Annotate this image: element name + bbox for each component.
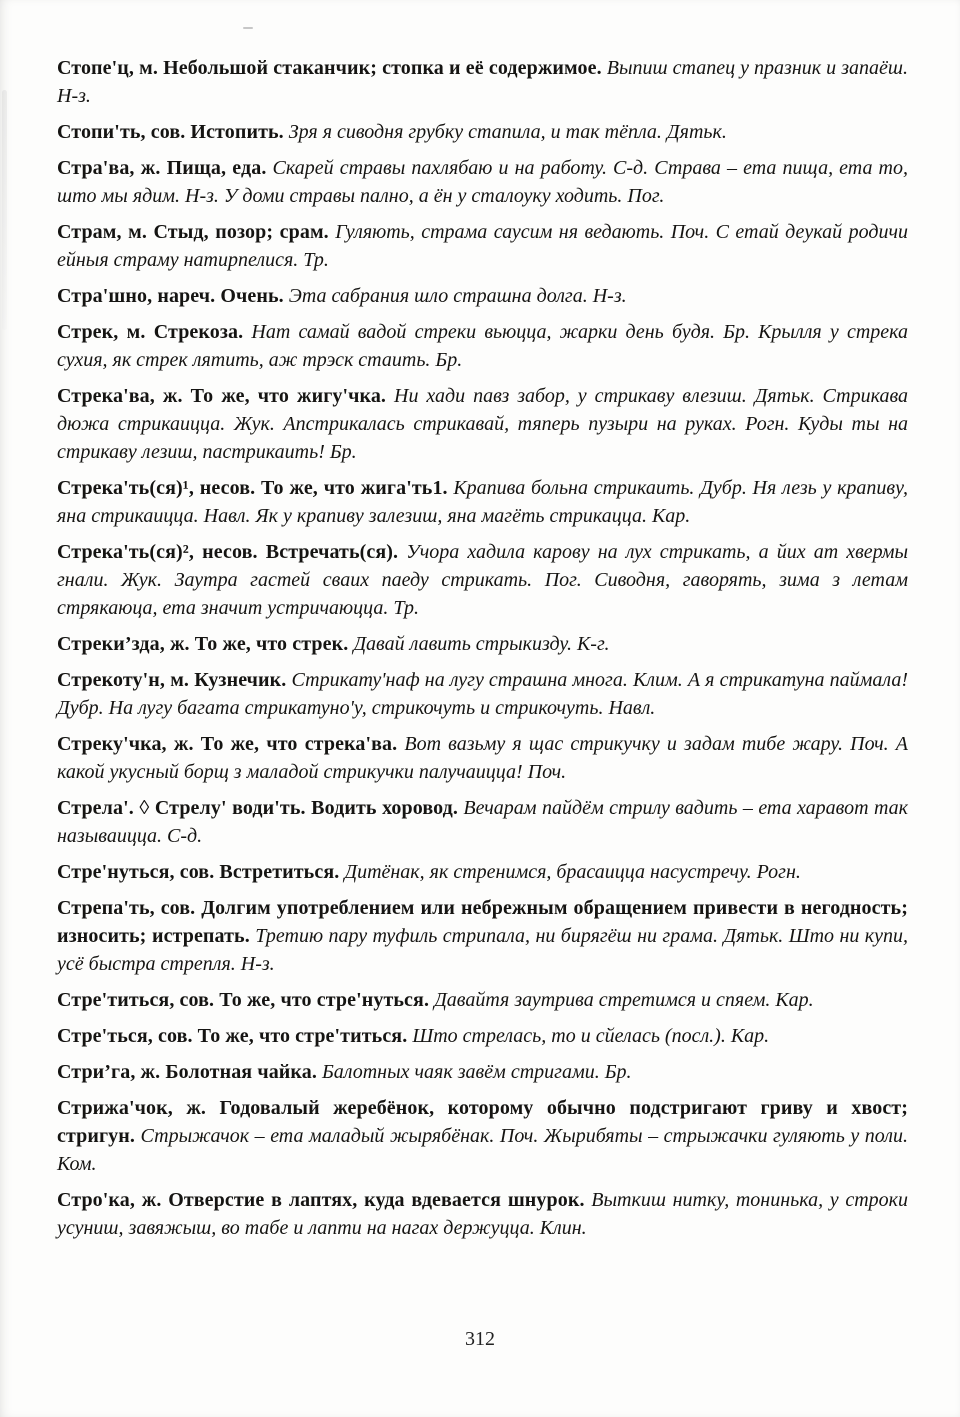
entry-headword-definition: Стра'ва, ж. Пища, еда. — [57, 157, 267, 179]
dictionary-entry — [57, 1022, 908, 1050]
dictionary-entry — [57, 666, 908, 722]
entry-examples: Гуляють, страма саусим ня ведають. Поч. С етай деукай родичи ейныя страму натирпелися. Тр. — [57, 221, 908, 271]
entry-examples: Стрикату'наф на лугу страшна многа. Клим. А я стрикатуна паймала! Дубр. На лугу багата стрикатуно'у, стрикочуть и стрикочуть. Навл. — [57, 669, 908, 719]
entry-headword-definition: Стре'ться, сов. То же, что стре'титься. — [57, 1025, 408, 1047]
dictionary-entry — [57, 1058, 908, 1086]
entry-headword-definition: Стро'ка, ж. Отверстие в лаптях, куда вдевается шнурок. — [57, 1189, 585, 1211]
entry-examples: Выпиш стапец у празник и запаёш. Н-з. — [57, 57, 908, 107]
entry-examples: Ни хади павз забор, у стрикаву влезиш. Дятьк. Стрикава дюжа стрикаицца. Жук. Апстрикалась стрикавай, тяперь пузыри на руках. Рогн. Куды ты на стрикаву лезиш, пастрикаить! Бр. — [57, 385, 908, 463]
dictionary-entry — [57, 282, 908, 310]
entry-headword-definition: Стрела'. ◊ Стрелу' води'ть. Водить хоровод. — [57, 797, 458, 819]
dictionary-entry — [57, 474, 908, 530]
dictionary-entry — [57, 218, 908, 274]
scan-smudge — [2, 90, 7, 330]
entry-examples: Што стрелась, то и сйелась (посл.). Кар. — [412, 1025, 770, 1047]
entry-headword-definition: Стрекоту'н, м. Кузнечик. — [57, 669, 287, 691]
dictionary-entry — [57, 1186, 908, 1242]
entry-headword-definition: Стре'нуться, сов. Встретиться. — [57, 861, 340, 883]
dictionary-entry — [57, 794, 908, 850]
scan-artifact-dash — [243, 27, 253, 29]
entry-headword-definition: Стопи'ть, сов. Истопить. — [57, 121, 284, 143]
entry-headword-definition: Стрека'ть(ся)², несов. Встречать(ся). — [57, 541, 399, 563]
entry-examples: Вечарам пайдём стрилу вадить – ета харавот так называицца. С-д. — [57, 797, 909, 847]
dictionary-entry — [57, 382, 908, 466]
dictionary-entry — [57, 54, 908, 110]
page-number: 312 — [465, 1328, 495, 1350]
dictionary-entry — [57, 318, 908, 374]
entry-examples: Учора хадила карову на лух стрикать, а йих ат хвермы гнали. Жук. Заутра гастей сваих паеду стрикать. Пог. Сиводня, гаворять, зима з летам стрякаюца, ета значит устричаюцца. Тр. — [57, 541, 908, 619]
entry-examples: Вот вазьму я щас стрикучку и задам тибе жару. Поч. А какой укусный борщ з маладой стрикучки палучаицца! Поч. — [57, 733, 908, 783]
entry-headword-definition: Стрепа'ть, сов. Долгим употреблением или небрежным обращением привести в негодность; износить; истрепать. — [57, 897, 908, 947]
dictionary-entry — [57, 730, 908, 786]
entry-examples: Скарей стравы пахлябаю и на работу. С-д. Страва – ета пища, ета то, што мы ядим. Н-з. У доми стравы пално, а ён у сталоуку ходить. Пог. — [57, 157, 909, 207]
entry-examples: Зря я сиводня грубку стапила, и так тёпла. Дятьк. — [288, 121, 727, 143]
entry-headword-definition: Стра'шно, нареч. Очень. — [57, 285, 284, 307]
entry-examples: Давайтя заутрива стретимся и спяем. Кар. — [434, 989, 814, 1011]
entry-examples: Третию пару туфиль стрипала, ни бирягёш ни грама. Дятьк. Што ни купи, усё быстра стрепля. Н-з. — [57, 925, 909, 975]
dictionary-entry — [57, 986, 908, 1014]
entry-headword-definition: Стрижа'чок, ж. Годовалый жеребёнок, которому обычно подстригают гриву и хвост; стригун. — [57, 1097, 908, 1147]
entry-examples: Балотных чаяк завём стригами. Бр. — [321, 1061, 632, 1083]
dictionary-entry — [57, 894, 908, 978]
dictionary-entry — [57, 630, 908, 658]
entry-examples: Эта сабрания шло страшна долга. Н-з. — [288, 285, 627, 307]
entry-headword-definition: Стрека'ва, ж. То же, что жигу'чка. — [57, 385, 387, 407]
entry-examples: Крапива больна стрикаить. Дубр. Ня лезь у крапиву, яна стрикаицца. Навл. Як у крапиву залезиш, яна магёть стрикацца. Кар. — [57, 477, 908, 527]
entry-headword-definition: Стопе'ц, м. Небольшой стаканчик; стопка и её содержимое. — [57, 57, 602, 79]
entry-headword-definition: Стреку'чка, ж. То же, что стрека'ва. — [57, 733, 398, 755]
entry-headword-definition: Стри’га, ж. Болотная чайка. — [57, 1061, 317, 1083]
dictionary-entry — [57, 118, 908, 146]
entry-examples: Выткиш нитку, тонинька, у строки усуниш, завяжыш, во табе и лапти на нагах держуцца. Клин. — [57, 1189, 909, 1239]
entry-headword-definition: Стре'титься, сов. То же, что стре'нуться. — [57, 989, 430, 1011]
entry-examples: Стрыжачок – ета маладый жырябёнак. Поч. Жырибяты – стрыжачки гуляють у поли. Ком. — [57, 1125, 909, 1175]
entry-headword-definition: Страм, м. Стыд, позор; срам. — [57, 221, 329, 243]
dictionary-entry — [57, 1094, 908, 1178]
entry-headword-definition: Стреки’зда, ж. То же, что стрек. — [57, 633, 349, 655]
entry-examples: Давай лавить стрыкизду. К-г. — [353, 633, 610, 655]
dictionary-entry — [57, 858, 908, 886]
entry-headword-definition: Стрек, м. Стрекоза. — [57, 321, 244, 343]
dictionary-entries — [57, 54, 908, 1250]
entry-examples: Нат самай вадой стреки вьюцца, жарки день будя. Бр. Крылля у стрека сухия, як стрек лятить, аж трэск стаить. Бр. — [57, 321, 908, 371]
dictionary-entry — [57, 154, 908, 210]
entry-headword-definition: Стрека'ть(ся)¹, несов. То же, что жига'ть1. — [57, 477, 448, 499]
entry-examples: Дитёнак, як стренимся, брасаицца насустречу. Рогн. — [344, 861, 801, 883]
dictionary-entry — [57, 538, 908, 622]
